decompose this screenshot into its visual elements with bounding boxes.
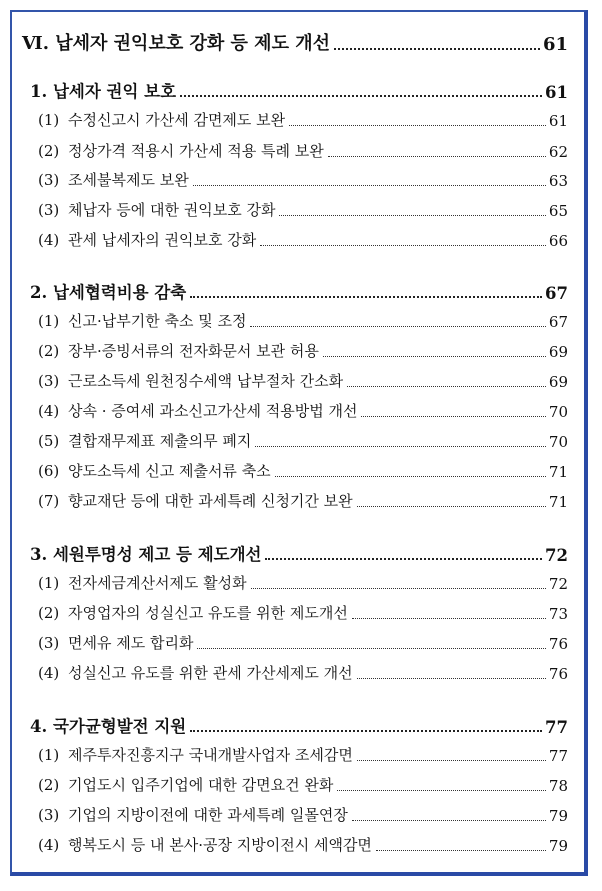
page-number: 76	[548, 635, 568, 653]
toc-item[interactable]	[38, 430, 568, 451]
section-title: 4. 국가균형발전 지원	[30, 717, 187, 736]
page-number: 77	[545, 718, 568, 737]
page-number: 71	[548, 493, 568, 511]
toc-item[interactable]	[38, 169, 568, 190]
item-title: 근로소득세 원천징수세액 납부절차 간소화	[68, 372, 344, 390]
item-number: (4)	[38, 836, 60, 854]
item-number: (4)	[38, 664, 60, 682]
toc-item[interactable]	[38, 400, 568, 421]
page-number: 67	[548, 313, 568, 331]
dot-leader	[352, 618, 546, 619]
item-title: 자영업자의 성실신고 유도를 위한 제도개선	[68, 604, 348, 622]
page-number: 62	[548, 143, 568, 161]
dot-leader	[357, 760, 546, 761]
toc-item[interactable]	[38, 632, 568, 653]
dot-leader	[357, 506, 546, 507]
item-title: 조세불복제도 보완	[68, 171, 189, 189]
dot-leader	[265, 558, 542, 560]
item-title: 향교재단 등에 대한 과세특례 신청기간 보완	[68, 492, 353, 510]
dot-leader	[279, 215, 545, 216]
page-number: 76	[548, 665, 568, 683]
item-title: 상속 · 증여세 과소신고가산세 적용방법 개선	[68, 402, 358, 420]
toc-frame	[10, 10, 588, 876]
toc-item[interactable]	[38, 199, 568, 220]
item-number: (2)	[38, 776, 60, 794]
page-number: 72	[545, 546, 568, 565]
page-number: 70	[548, 433, 568, 451]
item-number: (2)	[38, 342, 60, 360]
page-number: 78	[548, 777, 568, 795]
toc-item[interactable]	[38, 460, 568, 481]
item-title: 행복도시 등 내 본사·공장 지방이전시 세액감면	[68, 836, 372, 854]
toc-item[interactable]	[38, 229, 568, 250]
page-number: 65	[548, 202, 568, 220]
dot-leader	[337, 790, 546, 791]
dot-leader	[289, 125, 546, 126]
page-number: 77	[548, 747, 568, 765]
dot-leader	[255, 446, 545, 447]
toc-item[interactable]	[38, 774, 568, 795]
dot-leader	[275, 476, 546, 477]
item-number: (3)	[38, 372, 60, 390]
item-number: (1)	[38, 111, 60, 129]
toc-section-entry[interactable]	[30, 279, 568, 303]
page-number: 71	[548, 463, 568, 481]
page-number: 67	[545, 284, 568, 303]
item-number: (2)	[38, 604, 60, 622]
toc-item[interactable]	[38, 109, 568, 130]
item-title: 장부·증빙서류의 전자화문서 보관 허용	[68, 342, 319, 360]
item-title: 기업도시 입주기업에 대한 감면요건 완화	[68, 776, 334, 794]
item-title: 전자세금계산서제도 활성화	[68, 574, 247, 592]
dot-leader	[193, 185, 546, 186]
page-number: 72	[548, 575, 568, 593]
page-number: 66	[548, 232, 568, 250]
item-title: 성실신고 유도를 위한 관세 가산세제도 개선	[68, 664, 353, 682]
dot-leader	[197, 648, 545, 649]
dot-leader	[323, 356, 546, 357]
item-number: (3)	[38, 171, 60, 189]
item-number: (3)	[38, 201, 60, 219]
page-number: 79	[548, 837, 568, 855]
toc-chapter-entry[interactable]	[22, 29, 568, 55]
toc-item[interactable]	[38, 340, 568, 361]
toc-item[interactable]	[38, 804, 568, 825]
page-number: 61	[548, 112, 568, 130]
dot-leader	[190, 730, 542, 732]
item-number: (7)	[38, 492, 60, 510]
page-number: 70	[548, 403, 568, 421]
item-title: 정상가격 적용시 가산세 적용 특례 보완	[68, 142, 324, 160]
page-number: 79	[548, 807, 568, 825]
toc-section-entry[interactable]	[30, 713, 568, 737]
item-number: (4)	[38, 231, 60, 249]
page-number: 61	[542, 34, 568, 55]
dot-leader	[251, 588, 546, 589]
item-title: 관세 납세자의 권익보호 강화	[68, 231, 257, 249]
section-title: 2. 납세협력비용 감축	[30, 283, 187, 302]
item-title: 양도소득세 신고 제출서류 축소	[68, 462, 271, 480]
chapter-title: Ⅵ. 납세자 권익보호 강화 등 제도 개선	[22, 33, 330, 54]
toc-item[interactable]	[38, 602, 568, 623]
item-number: (6)	[38, 462, 60, 480]
section-title: 1. 납세자 권익 보호	[30, 82, 177, 101]
item-number: (3)	[38, 806, 60, 824]
item-title: 면세유 제도 합리화	[68, 634, 194, 652]
item-number: (4)	[38, 402, 60, 420]
section-title: 3. 세원투명성 제고 등 제도개선	[30, 545, 262, 564]
toc-section-entry[interactable]	[30, 541, 568, 565]
item-number: (3)	[38, 634, 60, 652]
dot-leader	[352, 820, 546, 821]
dot-leader	[190, 296, 542, 298]
item-title: 체납자 등에 대한 권익보호 강화	[68, 201, 276, 219]
item-title: 신고·납부기한 축소 및 조정	[68, 312, 247, 330]
item-title: 수정신고시 가산세 감면제도 보완	[68, 111, 286, 129]
dot-leader	[260, 245, 546, 246]
dot-leader	[328, 156, 546, 157]
page-number: 61	[545, 83, 568, 102]
item-title: 기업의 지방이전에 대한 과세특례 일몰연장	[68, 806, 348, 824]
item-title: 결합재무제표 제출의무 폐지	[68, 432, 252, 450]
toc-item[interactable]	[38, 834, 568, 855]
item-number: (1)	[38, 312, 60, 330]
dot-leader	[334, 48, 540, 50]
toc-section-entry[interactable]	[30, 78, 568, 102]
dot-leader	[180, 95, 542, 97]
item-number: (1)	[38, 574, 60, 592]
dot-leader	[376, 850, 546, 851]
item-number: (5)	[38, 432, 60, 450]
dot-leader	[347, 386, 546, 387]
toc-item[interactable]	[38, 572, 568, 593]
page-number: 69	[548, 373, 568, 391]
toc-item[interactable]	[38, 744, 568, 765]
toc-item[interactable]	[38, 662, 568, 683]
item-number: (1)	[38, 746, 60, 764]
page-number: 63	[548, 172, 568, 190]
toc-item[interactable]	[38, 140, 568, 161]
dot-leader	[361, 416, 545, 417]
dot-leader	[357, 678, 546, 679]
toc-item[interactable]	[38, 370, 568, 391]
page-number: 69	[548, 343, 568, 361]
item-number: (2)	[38, 142, 60, 160]
toc-item[interactable]	[38, 310, 568, 331]
item-title: 제주투자진흥지구 국내개발사업자 조세감면	[68, 746, 353, 764]
toc-item[interactable]	[38, 490, 568, 511]
page-number: 73	[548, 605, 568, 623]
dot-leader	[250, 326, 545, 327]
